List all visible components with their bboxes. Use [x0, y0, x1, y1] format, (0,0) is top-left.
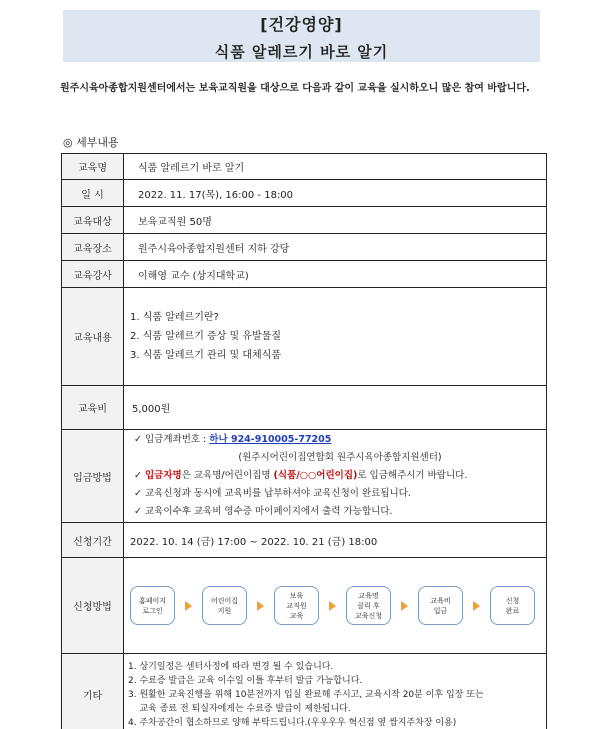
arrow-right-icon — [401, 601, 408, 611]
receipt-note: ✓ 교육이수후 교육비 영수증 마이페이지에서 출력 가능합니다. — [134, 506, 393, 517]
process-step: 홈페이지 로그인 — [130, 586, 175, 625]
row-label: 입금방법 — [62, 430, 124, 523]
etc-notes — [124, 654, 547, 729]
process-step: 신청 완료 — [490, 586, 535, 625]
account-number: 하나 924-910005-77205 — [209, 434, 332, 445]
course-lecturer: 이해영 교수 (상지대학교) — [124, 261, 547, 288]
row-label: 신청방법 — [62, 558, 124, 654]
course-fee: 5,000원 — [124, 386, 547, 430]
arrow-right-icon — [329, 601, 336, 611]
account-holder: (원주시어린이집연합회 원주시육아종합지원센터) — [238, 452, 442, 463]
process-flow — [124, 586, 546, 625]
table-row — [62, 154, 547, 180]
row-label: 교육장소 — [62, 234, 124, 261]
course-date: 2022. 11. 17(목), 16:00 - 18:00 — [124, 180, 547, 207]
course-place: 원주시육아종합지원센터 지하 강당 — [124, 234, 547, 261]
row-label: 교육대상 — [62, 207, 124, 234]
row-label: 기타 — [62, 654, 124, 729]
table-row — [62, 558, 547, 654]
content-item: 2. 식품 알레르기 증상 및 유발물질 — [130, 331, 282, 342]
depositor-label: 입금자명 — [144, 470, 182, 481]
payment-note: ✓ 교육신청과 동시에 교육비를 납부하셔야 교육신청이 완료됩니다. — [134, 488, 411, 499]
etc-item: 1. 상기일정은 센터사정에 따라 변경 될 수 있습니다. — [128, 661, 334, 672]
etc-item: 교육 종료 전 퇴실자에게는 수료증 발급이 제한됩니다. — [128, 703, 351, 714]
course-target: 보육교직원 50명 — [124, 207, 547, 234]
page-title: 식품 알레르기 바로 알기 — [214, 43, 389, 61]
table-row — [62, 430, 547, 523]
payment-info — [124, 430, 547, 523]
table-row — [62, 523, 547, 558]
section-label: ◎ 세부내용 — [63, 136, 119, 149]
process-step: 보육 교직원 교육 — [274, 586, 319, 625]
depositor-mid: 은 교육명/어린이집명 — [181, 470, 274, 481]
table-row — [62, 261, 547, 288]
table-row — [62, 654, 547, 729]
depositor-suffix: 로 입금해주시기 바랍니다. — [357, 470, 468, 481]
details-table — [61, 153, 547, 729]
arrow-right-icon — [185, 601, 192, 611]
intro-text: 원주시육아종합지원센터에서는 보육교직원을 대상으로 다음과 같이 교육을 실시하오니 많은 참여 바랍니다. — [60, 83, 530, 94]
depositor-prefix: ✓ — [134, 470, 145, 481]
row-label: 일 시 — [62, 180, 124, 207]
table-row — [62, 180, 547, 207]
header-category: [건강영양] — [260, 15, 343, 34]
depositor-line — [134, 467, 546, 485]
row-label: 교육강사 — [62, 261, 124, 288]
content-item: 3. 식품 알레르기 관리 및 대체식품 — [130, 350, 282, 361]
process-step: 어린이집 지원 — [202, 586, 247, 625]
content-item: 1. 식품 알레르기란? — [130, 312, 219, 323]
arrow-right-icon — [473, 601, 480, 611]
account-prefix: ✓ 입금계좌번호 : — [134, 434, 210, 445]
row-label: 교육내용 — [62, 288, 124, 386]
etc-item: 2. 수료증 발급은 교육 이수일 이틀 후부터 발급 가능합니다. — [128, 675, 363, 686]
arrow-right-icon — [257, 601, 264, 611]
apply-method — [124, 558, 547, 654]
process-step: 교육비 입금 — [418, 586, 463, 625]
table-row — [62, 234, 547, 261]
course-name: 식품 알레르기 바로 알기 — [124, 154, 547, 180]
row-label: 교육명 — [62, 154, 124, 180]
depositor-example: (식품/○○어린이집) — [273, 470, 358, 481]
account-line — [134, 431, 546, 449]
course-content — [124, 288, 547, 386]
table-row — [62, 386, 547, 430]
table-row — [62, 288, 547, 386]
row-label: 신청기간 — [62, 523, 124, 558]
table-row — [62, 207, 547, 234]
process-step: 교육명 클릭 후 교육신청 — [346, 586, 391, 625]
apply-period: 2022. 10. 14 (금) 17:00 ~ 2022. 10. 21 (금) 18:00 — [124, 523, 547, 558]
etc-item: 4. 주차공간이 협소하므로 양해 부탁드립니다.(우우우우 혁신점 옆 쌈지주차장 이용) — [128, 717, 457, 728]
etc-item: 3. 원활한 교육진행을 위해 10분전까지 입실 완료해 주시고, 교육시작 20분 이후 입장 또는 — [128, 689, 484, 700]
header-banner — [63, 10, 540, 62]
row-label: 교육비 — [62, 386, 124, 430]
